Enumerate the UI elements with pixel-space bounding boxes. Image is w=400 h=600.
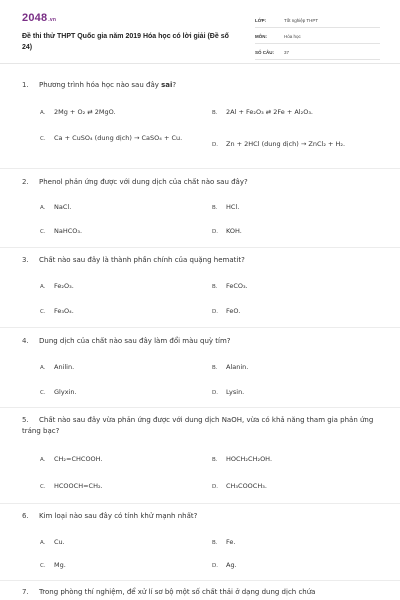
question-6-option-b[interactable] [212,537,235,548]
option-text: Ca + CuSO₄ (dung dịch) → CaSO₄ + Cu. [54,134,183,142]
question-divider [0,327,400,328]
meta-row-class [255,13,380,28]
question-number: 7. [22,588,29,596]
option-text: FeCO₃. [226,282,248,290]
question-text: Kim loại nào sau đây có tính khử mạnh nhất? [39,512,198,520]
option-letter: D. [212,390,218,396]
question-text: Phenol phản ứng được với dung dịch của chất nào sau đây? [39,178,248,186]
question-text: Chất nào sau đây vừa phản ứng được với dung dịch NaOH, vừa có khả năng tham gia phản ứng tráng bạc? [22,416,374,435]
option-text: Cu. [54,538,65,546]
option-letter: B. [212,205,218,211]
stem-part: Phương trình hóa học nào sau đây [39,81,162,89]
question-text: Dung dịch của chất nào sau đây làm đổi màu quỳ tím? [39,337,231,345]
question-text: Trong phòng thí nghiệm, để xử lí sơ bộ một số chất thải ở dạng dung dịch chứa [39,588,316,596]
question-divider [0,247,400,248]
question-divider [0,580,400,581]
question-2-stem [22,177,382,188]
question-2-option-b[interactable] [212,202,239,213]
option-letter: C. [40,484,46,490]
question-1-option-a[interactable] [40,107,116,118]
option-letter: C. [40,390,46,396]
question-number: 4. [22,337,29,345]
question-divider [0,503,400,504]
option-text: 2Al + Fe₂O₃ ⇄ 2Fe + Al₂O₃. [226,108,313,116]
question-1-option-d[interactable] [212,139,345,150]
option-text: Fe₃O₄. [54,307,74,315]
option-text: KOH. [226,227,242,235]
option-letter: D. [212,229,218,235]
option-letter: D. [212,484,218,490]
question-3-option-c[interactable] [40,306,74,317]
option-letter: A. [40,457,46,463]
option-text: Lysin. [226,388,245,396]
option-text: NaHCO₃. [54,227,83,235]
option-text: Mg. [54,561,66,569]
option-text: Zn + 2HCl (dung dịch) → ZnCl₂ + H₂. [226,140,346,148]
option-letter: C. [40,563,46,569]
option-text: HCOOCH=CH₂. [54,482,103,490]
option-text: Fe. [226,538,236,546]
question-2-option-d[interactable] [212,226,242,237]
option-letter: D. [212,309,218,315]
question-4-stem [22,336,382,347]
meta-value: Tốt nghiệp THPT [284,17,319,23]
option-text: CH₂=CHCOOH. [54,455,103,463]
option-letter: A. [40,110,46,116]
question-5-option-d[interactable] [212,481,267,492]
question-5-option-c[interactable] [40,481,103,492]
exam-title: Đề thi thử THPT Quốc gia năm 2019 Hóa học có lời giải (Đề số 24) [22,33,229,51]
question-2-option-c[interactable] [40,226,82,237]
question-3-option-d[interactable] [212,306,240,317]
stem-part: ? [172,81,177,89]
question-1-option-c[interactable] [40,133,200,144]
question-5-option-a[interactable] [40,454,103,465]
question-5-stem [22,415,382,437]
question-4-option-d[interactable] [212,387,244,398]
option-text: 2Mg + O₂ ⇄ 2MgO. [54,108,116,116]
meta-label: SỐ CÂU: [255,49,274,55]
option-letter: A. [40,205,46,211]
option-text: NaCl. [54,203,72,211]
option-text: Ag. [226,561,237,569]
question-number: 5. [22,416,29,424]
option-letter: B. [212,457,218,463]
question-number: 3. [22,256,29,264]
question-4-option-c[interactable] [40,387,77,398]
option-letter: A. [40,365,46,371]
option-letter: A. [40,540,46,546]
option-text: CH₃COOCH₃. [226,482,267,490]
question-1-option-b[interactable] [212,107,313,118]
question-3-option-b[interactable] [212,281,248,292]
site-logo[interactable] [22,12,56,24]
question-7-stem [22,587,382,598]
question-text [39,81,176,89]
question-6-option-a[interactable] [40,537,65,548]
meta-row-subject [255,29,380,44]
meta-row-count [255,45,380,60]
question-number: 6. [22,512,29,520]
question-text: Chất nào sau đây là thành phần chính của quặng hematit? [39,256,245,264]
question-number: 2. [22,178,29,186]
option-letter: B. [212,540,218,546]
question-3-option-a[interactable] [40,281,74,292]
option-letter: C. [40,309,46,315]
option-letter: B. [212,365,218,371]
meta-label: LỚP: [255,17,267,23]
option-letter: D. [212,563,218,569]
option-letter: C. [40,229,46,235]
logo-text: 2048 [22,12,48,24]
option-letter: B. [212,110,218,116]
option-text: Alanin. [226,363,249,371]
question-6-option-d[interactable] [212,560,237,571]
option-text: HCl. [226,203,240,211]
option-text: FeO. [226,307,241,315]
question-4-option-a[interactable] [40,362,74,373]
option-letter: D. [212,142,218,148]
question-divider [0,407,400,408]
option-letter: B. [212,284,218,290]
question-number: 1. [22,81,29,89]
page-header [0,0,400,64]
option-letter: C. [40,136,46,142]
question-6-option-c[interactable] [40,560,66,571]
meta-label: MÔN: [255,33,267,39]
option-text: Anilin. [54,363,75,371]
question-5-option-b[interactable] [212,454,272,465]
question-4-option-b[interactable] [212,362,248,373]
option-text: Fe₂O₃. [54,282,74,290]
option-letter: A. [40,284,46,290]
stem-emphasis: sai [161,81,173,89]
option-text: HOCH₂CH₂OH. [226,455,273,463]
logo-tld: .vn [48,17,57,23]
question-2-option-a[interactable] [40,202,71,213]
exam-meta [255,13,380,61]
question-3-stem [22,255,382,266]
meta-value: 37 [284,49,290,55]
question-1-stem [22,80,382,91]
question-divider [0,168,400,169]
question-6-stem [22,511,382,522]
meta-value: Hóa học [284,33,301,39]
option-text: Glyxin. [54,388,77,396]
